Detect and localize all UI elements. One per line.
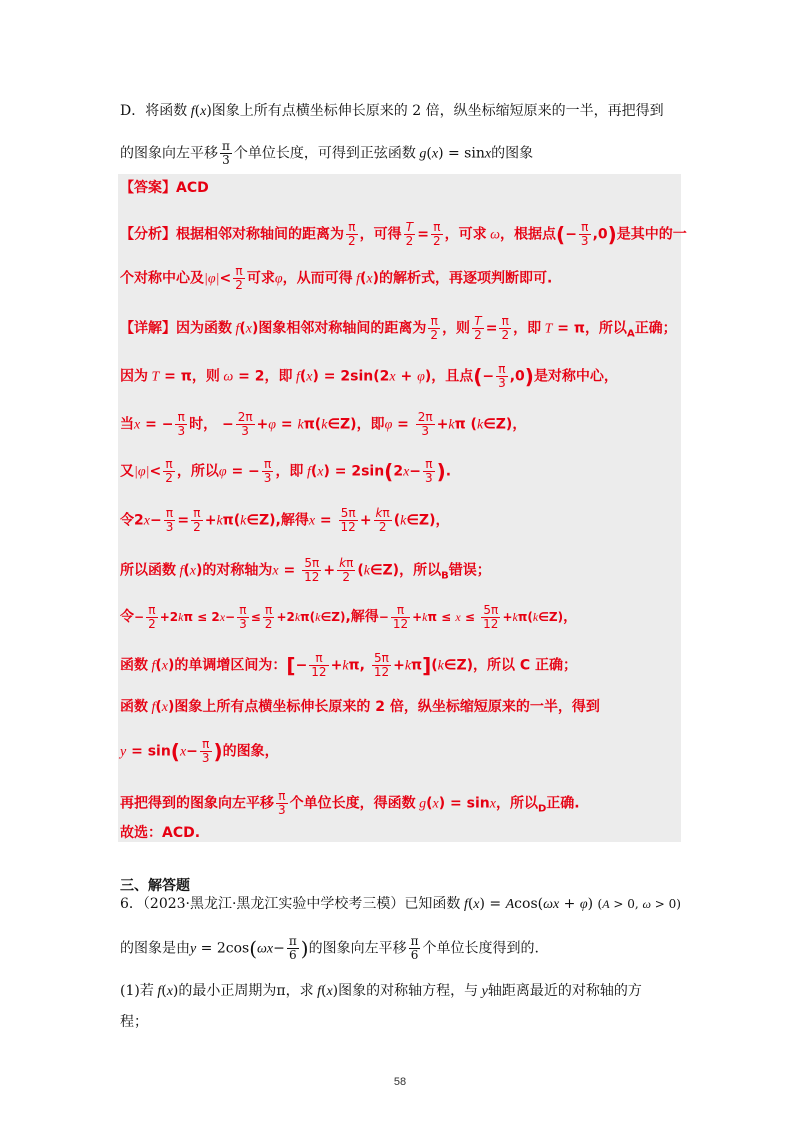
option-d-line-1: D．将函数 f(x)图象上所有点横坐标伸长原来的 2 倍，纵坐标缩短原来的一半，再把得到 xyxy=(120,103,664,119)
q6-line-2: 的图象是由y = 2cos(ωx− $\frac{\pi}{6}$ )的图象向左平移 $\frac{\pi}{6}$ 个单位长度得到的. xyxy=(120,934,539,962)
analysis-line-2: 个对称中心及|φ|< $\frac{\pi}{2}$ 可求φ，从而可得 f(x)的解析式，再逐项判断即可. xyxy=(120,264,553,292)
detail-line-4: 又|φ|< $\frac{\pi}{2}$ ，所以φ = − $\frac{\pi}{3}$ ，即 f(x) = 2sin(2x− $\frac{\pi}{3}$ ). xyxy=(120,457,452,485)
detail-line-3: 当x = − $\frac{\pi}{3}$ 时， − $\frac{2\pi}{3}$ +φ = kπ(k∈Z)，即φ = $\frac{2\pi}{3}$ +kπ (k∈Z)， xyxy=(120,410,527,438)
q6-line-1: 6．（2023·黑龙江·黑龙江实验中学校考三模）已知函数 f(x) = Acos(ωx + φ) (A > 0, ω > 0) xyxy=(120,896,681,912)
section-title: 三、解答题 xyxy=(120,878,190,894)
detail-line-7: 令− $\frac{\pi}{2}$ +2kπ ≤ 2x− $\frac{\pi}{3}$ ≤ $\frac{\pi}{2}$ +2kπ(k∈Z),解得− $\frac{\pi}{12}$ +kπ ≤ x ≤ $\frac{5\pi}{12}$ +kπ(k∈Z)， xyxy=(120,603,578,631)
detail-line-2: 因为 T = π，则 ω = 2，即 f(x) = 2sin(2x + φ)，且点(− $\frac{\pi}{3}$ ,0)是对称中心， xyxy=(120,362,618,390)
option-d-line-2: 的图象向左平移 $\frac{\pi}{3}$ 个单位长度，可得到正弦函数 g(x) = sinx的图象 xyxy=(120,139,534,167)
detail-line-12: 故选：ACD. xyxy=(120,825,201,841)
q6-line-4: 程； xyxy=(120,1014,148,1030)
detail-line-11: 再把得到的图象向左平移 $\frac{\pi}{3}$ 个单位长度，得函数 g(x) = sinx，所以$_D$正确. xyxy=(120,789,580,817)
detail-line-10: y = sin(x− $\frac{\pi}{3}$ )的图象， xyxy=(120,737,279,765)
q6-line-3: (1)若 f(x)的最小正周期为π，求 f(x)图象的对称轴方程，与 y轴距离最近的对称轴的方 xyxy=(120,983,642,999)
page-number: 58 xyxy=(393,1076,407,1088)
detail-line-9: 函数 f(x)图象上所有点横坐标伸长原来的 2 倍，纵坐标缩短原来的一半，得到 xyxy=(120,699,600,715)
detail-line-8: 函数 f(x)的单调增区间为：[− $\frac{\pi}{12}$ +kπ, $\frac{5\pi}{12}$ +kπ](k∈Z)，所以 C 正确； xyxy=(120,651,578,679)
detail-line-5: 令2x− $\frac{\pi}{3}$ = $\frac{\pi}{2}$ +kπ(k∈Z),解得x = $\frac{5\pi}{12}$ + $\frac{k\pi}{2}$ (k∈Z)， xyxy=(120,506,450,534)
analysis-line-1: 【分析】根据相邻对称轴间的距离为 $\frac{\pi}{2}$ ，可得 $\frac{T}{2}$ = $\frac{\pi}{2}$ ，可求 ω，根据点(− $\frac{\pi}{3}$ ,0)是其中的一 xyxy=(120,220,687,248)
detail-line-1: 【详解】因为函数 f(x)图象相邻对称轴间的距离为 $\frac{\pi}{2}$ ，则 $\frac{T}{2}$ = $\frac{\pi}{2}$ ，即 T = π，所以$_A$正确； xyxy=(120,314,677,342)
detail-line-6: 所以函数 f(x)的对称轴为x = $\frac{5\pi}{12}$ + $\frac{k\pi}{2}$ (k∈Z)，所以$_B$错误； xyxy=(120,556,491,584)
answer-line: 【答案】ACD xyxy=(120,180,209,196)
